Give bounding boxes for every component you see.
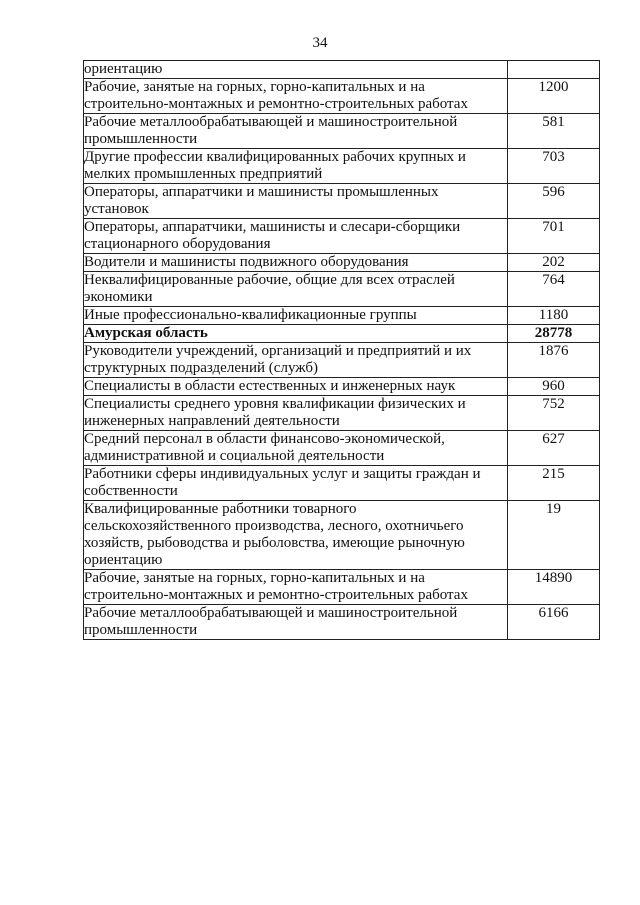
occupation-count: 703: [508, 149, 600, 184]
table-row: [84, 325, 600, 343]
occupation-label: Операторы, аппаратчики, машинисты и слесари-сборщики стационарного оборудования: [84, 219, 508, 254]
table-row: [84, 570, 600, 605]
occupation-count: 1180: [508, 307, 600, 325]
occupation-label: Рабочие, занятые на горных, горно-капитальных и на строительно-монтажных и ремонтно-строительных работах: [84, 570, 508, 605]
table-body: [84, 61, 600, 640]
occupation-count: 764: [508, 272, 600, 307]
occupation-label: Операторы, аппаратчики и машинисты промышленных установок: [84, 184, 508, 219]
table-row: [84, 431, 600, 466]
table-row: [84, 378, 600, 396]
occupation-count: 1200: [508, 79, 600, 114]
occupation-table: [83, 60, 600, 640]
table-row: [84, 61, 600, 79]
occupation-label: Амурская область: [84, 325, 508, 343]
occupation-label: Руководители учреждений, организаций и предприятий и их структурных подразделений (служб): [84, 343, 508, 378]
occupation-label: Рабочие металлообрабатывающей и машиностроительной промышленности: [84, 605, 508, 640]
table-row: [84, 501, 600, 570]
table-row: [84, 149, 600, 184]
occupation-count: [508, 61, 600, 79]
occupation-count: 960: [508, 378, 600, 396]
occupation-label: Другие профессии квалифицированных рабочих крупных и мелких промышленных предприятий: [84, 149, 508, 184]
table-row: [84, 114, 600, 149]
occupation-label: Квалифицированные работники товарного сельскохозяйственного производства, лесного, охотничьего хозяйств, рыбоводства и рыболовства, имеющие рыночную ориентацию: [84, 501, 508, 570]
occupation-count: 581: [508, 114, 600, 149]
occupation-label: Средний персонал в области финансово-экономической, административной и социальной деятельности: [84, 431, 508, 466]
table-row: [84, 396, 600, 431]
occupation-label: Рабочие металлообрабатывающей и машиностроительной промышленности: [84, 114, 508, 149]
occupation-count: 701: [508, 219, 600, 254]
occupation-label: Специалисты в области естественных и инженерных наук: [84, 378, 508, 396]
occupation-label: Специалисты среднего уровня квалификации физических и инженерных направлений деятельности: [84, 396, 508, 431]
occupation-count: 596: [508, 184, 600, 219]
table-row: [84, 272, 600, 307]
occupation-count: 202: [508, 254, 600, 272]
occupation-count: 28778: [508, 325, 600, 343]
table-row: [84, 184, 600, 219]
occupation-label: Иные профессионально-квалификационные группы: [84, 307, 508, 325]
table-row: [84, 254, 600, 272]
table-row: [84, 307, 600, 325]
table-row: [84, 466, 600, 501]
occupation-count: 627: [508, 431, 600, 466]
occupation-count: 6166: [508, 605, 600, 640]
table-row: [84, 79, 600, 114]
occupation-label: Неквалифицированные рабочие, общие для всех отраслей экономики: [84, 272, 508, 307]
occupation-label: Водители и машинисты подвижного оборудования: [84, 254, 508, 272]
occupation-label: Работники сферы индивидуальных услуг и защиты граждан и собственности: [84, 466, 508, 501]
table-row: [84, 343, 600, 378]
occupation-count: 215: [508, 466, 600, 501]
table-row: [84, 219, 600, 254]
occupation-label: ориентацию: [84, 61, 508, 79]
page-number: 34: [312, 35, 328, 51]
table-row: [84, 605, 600, 640]
occupation-count: 752: [508, 396, 600, 431]
occupation-label: Рабочие, занятые на горных, горно-капитальных и на строительно-монтажных и ремонтно-строительных работах: [84, 79, 508, 114]
occupation-count: 19: [508, 501, 600, 570]
occupation-count: 14890: [508, 570, 600, 605]
occupation-count: 1876: [508, 343, 600, 378]
